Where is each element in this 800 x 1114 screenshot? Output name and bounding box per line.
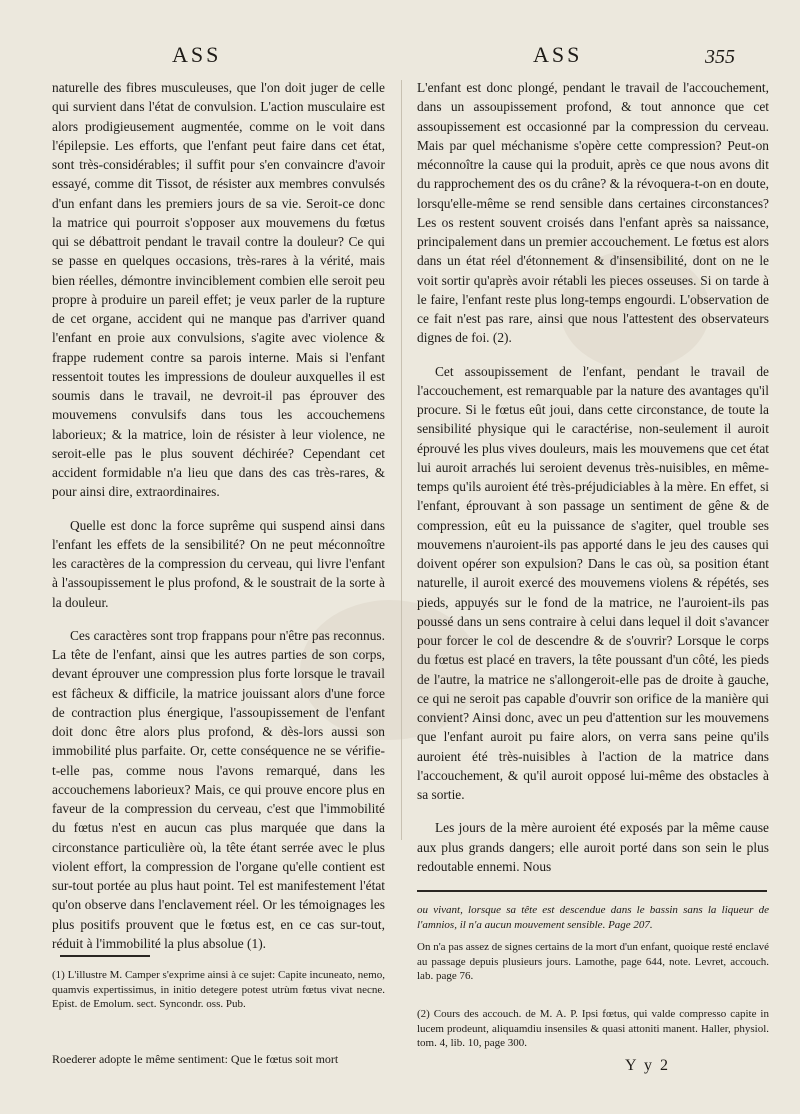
paragraph: naturelle des fibres musculeuses, que l'on doit juger de celle qui survient dans l'état de convulsion. L'action musculaire est alors prodigieusement augmentée, comme on le voit dans l'épilepsie. Les efforts, que l'enfant peut faire dans cet état, sont très-considérables; il suffit pour s'en convaincre d'avoir essayé, comme dit Tissot, de résister aux membres convulsés d'un enfant dans les premiers jours de sa vie. Seroit-ce donc la matrice qui pourroit s'opposer aux mouvemens du fœtus qui se débattroit pendant le travail contre la douleur? Ce qui se passe en quelques occasions, très-rares à la vérité, mais bien réelles, démontre invinciblement combien elle seroit peu propre à produire un pareil effet; je veux parler de la rupture de cet organe, accident qui ne manque pas d'arriver quand l'enfant en proie aux convulsions, s'agite avec violence & frappe rudement contre sa parois interne. Mais si l'enfant ressentoit toutes les impressions de douleur auxquelles il est soumis dans le travail, ne devroit-il pas éprouver des mouvemens convulsifs dans tous les accouchemens laborieux; & la matrice, loin de résister à leur violence, ne seroit-elle pas le plus souvent déchirée? Cependant cet accident formidable n'a lieu que dans des cas très-rares, & pour ainsi dire, extraordinaires. (52, 80, 385, 500)
footnote-continuation: Roederer adopte le même sentiment: Que le fœtus soit mort (52, 1052, 339, 1066)
paragraph: Les jours de la mère auroient été exposés par la même cause aux plus grands dangers; elle auroit porté dans son sein le plus redoutable ennemi. Nous (417, 820, 769, 874)
paragraph: Ces caractères sont trop frappans pour n'être pas reconnus. La tête de l'enfant, ainsi que les autres parties de son corps, devant éprouver une compression plus forte lorsque le travail est fâcheux & difficile, la matrice jouissant alors d'une force de contraction plus énergique, l'assoupissement de l'enfant doit donc être alors plus profond, & dès-lors aussi son immobilité plus parfaite. Or, cette conséquence ne se vérifie-t-elle pas, comme nous l'avons remarqué, dans les accouchemens laborieux? Mais, ce qui prouve encore plus en faveur de la compression du cerveau, c'est que l'immobilité du fœtus n'est en aucun cas plus marquée que dans la circonstance particulière où, la tête étant serrée avec le plus violent effort, la compression de l'organe qu'elle contient est sur-tout portée au plus haut point. Tel est manifestement l'état qu'on observe dans l'enclavement réel. Or les témoignages les plus positifs prouvent que le fœtus est, en ce cas sur-tout, réduit à l'immobilité la plus absolue (1). (52, 627, 385, 951)
page-number: 355 (705, 46, 735, 68)
footnote-1: (1) L'illustre M. Camper s'exprime ainsi à ce sujet: Capite incuneato, nemo, quamvis expertissimus, in initio detegere potest utrùm fœtus vivat necne. Epist. de Emolum. sect. Syncondr. oss. Pub. (52, 969, 385, 1010)
footnote-2: (2) Cours des accouch. de M. A. P. Ipsi fœtus, qui valde compresso capite in lucem prodeunt, aliquamdiu insensiles & quasi attoniti manent. Haller, physiol. tom. 4, lib. 10, page 300. (417, 1008, 769, 1049)
footnote-rule-left (60, 955, 150, 957)
right-column (417, 78, 769, 876)
paragraph: L'enfant est donc plongé, pendant le travail de l'accouchement, dans un assoupissement profond, & tout annonce que cet assoupissement est occasionné par la compression du cerveau. Mais par quel méchanisme s'opère cette compression? Peut-on méconnoître la cause qui la produit, après ce que nous avons dit du rapprochement des os du crâne? & la révoquera-t-on en doute, lorsqu'elle-même se rend sensible dans certaines circonstances? Les os restent souvent croisés dans l'enfant après sa naissance, principalement dans un premier accouchement. Le fœtus est alors dans un état réel d'étonnement & d'insensibilité, dont on ne le voit sortir qu'après avoir rétabli les pieces osseuses. Si on tarde à le faire, l'enfant reste plus long-temps engourdi. L'observation de ce fait n'est pas rare, ainsi que nous l'attestent des observateurs dignes de foi. (2). (417, 80, 769, 346)
column-divider (401, 80, 402, 840)
paragraph: Quelle est donc la force suprême qui suspend ainsi dans l'enfant les effets de la sensibilité? On ne peut méconnoître les caractères de la compression du cerveau, qui livre l'enfant à l'assoupissement le plus profond, & le soustrait de la sorte à la douleur. (52, 517, 385, 610)
left-column (52, 78, 385, 953)
footnote-1-continued: ou vivant, lorsque sa tête est descendue dans le bassin sans la liqueur de l'amnios, il n'a aucun mouvement sensible. Page 207. (417, 904, 769, 931)
paragraph: Cet assoupissement de l'enfant, pendant le travail de l'accouchement, est remarquable par la nature des avantages qu'il procure. Si le fœtus eût joui, dans cette circonstance, de toute la sensibilité physique qui le caractérise, non-seulement il auroit éprouvé les plus vives douleurs, mais les mouvemens que cet état lui auroit arrachés lui seroient devenus très-nuisibles, en même-temps qu'ils auroient été très-préjudiciables à la mère. En effet, si l'enfant, éprouvant à son passage un sentiment de gêne & de compression, eût eu la puissance de s'agiter, quel trouble ses mouvemens n'auroient-ils pas apporté dans le jeu des causes qui doivent opérer son expulsion? Dans le cas où, sa position étant naturelle, il auroit exercé des mouvemens violens & répétés, ses pieds, appuyés sur le fond de la matrice, ne l'auroient-ils pas poussé dans un sens contraire à celui dans lequel il doit s'avancer pour forcer le col de descendre & de s'ouvrir? Lorsque le corps du fœtus est placé en travers, la tête poussant d'un côté, les pieds de l'autre, la matrice ne s'allongeroit-elle pas de droite à gauche, ce qui ne seroit pas capable d'ouvrir son orifice de la manière qui convient? Ainsi donc, avec un peu d'attention sur les mouvemens que l'enfant auroit pu faire alors, on verra sans peine qu'ils auroient été très-nuisibles à l'action de la matrice dans l'accouchement, & qu'il auroit opposé lui-même des obstacles à sa sortie. (417, 363, 769, 802)
footnote-quote: On n'a pas assez de signes certains de la mort d'un enfant, quoique resté enclavé au passage depuis plusieurs jours. Lamothe, page 644, note. Levret, accouch. lab. page 76. (417, 941, 769, 982)
running-head-left: ASS (172, 42, 222, 67)
signature-mark: Y y 2 (625, 1057, 670, 1074)
running-head-right: ASS (533, 42, 583, 67)
footnote-rule-right (417, 890, 767, 892)
